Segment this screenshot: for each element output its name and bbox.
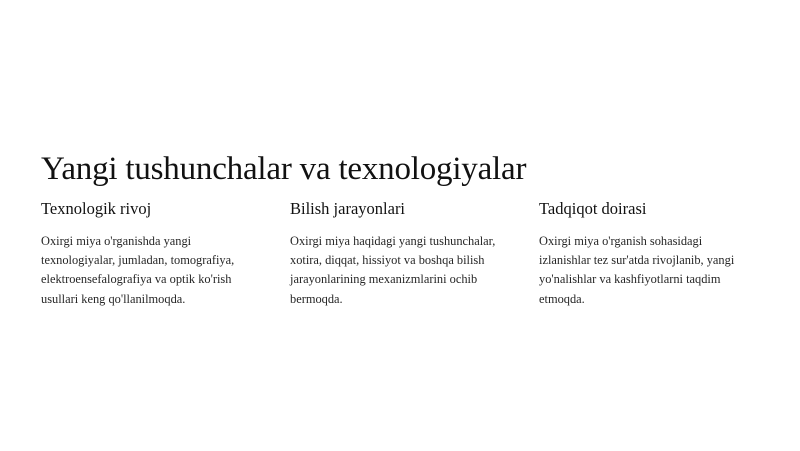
column-heading: Tadqiqot doirasi bbox=[539, 199, 647, 218]
column-cognition bbox=[290, 198, 539, 309]
slide-title: Yangi tushunchalar va texnologiyalar bbox=[41, 151, 527, 188]
column-heading: Bilish jarayonlari bbox=[290, 199, 406, 218]
column-body: Oxirgi miya o'rganish sohasidagi izlanishlar tez sur'atda rivojlanib, yangi yo'nalishlar va kashfiyotlarni taqdim etmoqda. bbox=[539, 234, 735, 306]
column-body: Oxirgi miya o'rganishda yangi texnologiyalar, jumladan, tomografiya, elektroensefalografiya va optik ko'rish usullari keng qo'llanilmoqda. bbox=[41, 234, 235, 306]
content-columns bbox=[41, 198, 761, 309]
column-body: Oxirgi miya haqidagi yangi tushunchalar, xotira, diqqat, hissiyot va boshqa bilish jarayonlarining mexanizmlarini ochib bermoqda. bbox=[290, 234, 496, 306]
column-research bbox=[539, 198, 788, 309]
column-heading: Texnologik rivoj bbox=[41, 199, 152, 218]
column-technology bbox=[41, 198, 290, 309]
